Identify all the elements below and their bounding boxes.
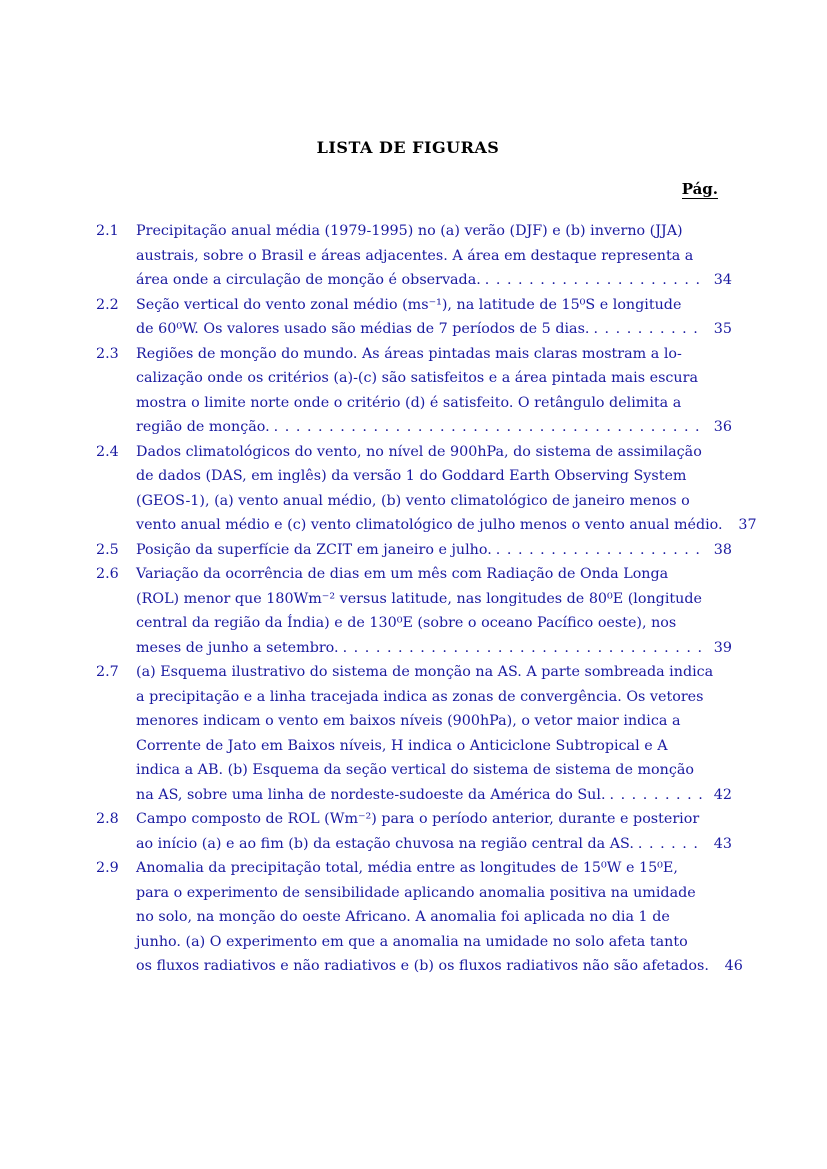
caption-line: de dados (DAS, em inglês) da versão 1 do Goddard Earth Observing System — [136, 468, 687, 484]
figure-entry[interactable] — [96, 440, 757, 538]
figure-caption — [136, 342, 732, 440]
caption-line: Dados climatológicos do vento, no nível de 900hPa, do sistema de assimilação — [136, 443, 702, 460]
page-number[interactable]: 42 — [713, 786, 732, 803]
figure-entry[interactable] — [96, 293, 732, 342]
caption-line: a precipitação e a linha tracejada indica as zonas de convergência. Os vetores — [136, 688, 704, 705]
page-number[interactable]: 46 — [724, 958, 743, 974]
caption-last-line: meses de junho a setembro. — [136, 639, 339, 656]
page-title: LISTA DE FIGURAS — [316, 138, 500, 157]
caption-line: Variação da ocorrência de dias em um mês com Radiação de Onda Longa — [136, 566, 669, 582]
caption-last-line: região de monção. — [136, 419, 270, 435]
figure-caption — [136, 440, 757, 538]
page-number[interactable]: 34 — [713, 272, 732, 288]
figure-number: 2.2 — [96, 296, 119, 313]
figure-caption — [136, 856, 743, 979]
figure-entry[interactable] — [96, 219, 732, 293]
caption-line: no solo, na monção do oeste Africano. A anomalia foi aplicada no dia 1 de — [136, 909, 670, 925]
caption-line: Regiões de monção do mundo. As áreas pintadas mais claras mostram a lo- — [136, 345, 682, 362]
caption-last-line: ao início (a) e ao fim (b) da estação chuvosa na região central da AS. — [136, 835, 634, 852]
figure-list — [96, 219, 757, 979]
dot-leader — [274, 415, 702, 440]
figure-number: 2.4 — [96, 443, 119, 460]
page-number[interactable]: 43 — [713, 835, 732, 852]
figure-entry[interactable] — [96, 538, 732, 563]
caption-last-line: vento anual médio e (c) vento climatológico de julho menos o vento anual médio. — [136, 517, 723, 533]
caption-last-line: os fluxos radiativos e não radiativos e (b) os fluxos radiativos não são afetados. — [136, 958, 709, 974]
caption-line: Corrente de Jato em Baixos níveis, H indica o Anticiclone Subtropical e A — [136, 737, 668, 754]
figure-entry[interactable] — [96, 807, 732, 856]
caption-last-line: de 60⁰W. Os valores usado são médias de 7 períodos de 5 dias. — [136, 321, 590, 337]
dot-leader — [496, 538, 702, 563]
figure-number: 2.9 — [96, 860, 119, 876]
caption-line: para o experimento de sensibilidade aplicando anomalia positiva na umidade — [136, 884, 696, 901]
page-number[interactable]: 38 — [713, 541, 732, 558]
caption-line: indica a AB. (b) Esquema da seção vertical do sistema de sistema de monção — [136, 762, 694, 778]
caption-line: Seção vertical do vento zonal médio (ms⁻¹), na latitude de 15⁰S e longitude — [136, 296, 682, 313]
caption-line: (GEOS-1), (a) vento anual médio, (b) vento climatológico de janeiro menos o — [136, 492, 690, 509]
figure-number: 2.5 — [96, 541, 119, 558]
figure-caption — [136, 660, 732, 807]
dot-leader — [343, 636, 702, 661]
caption-line: Campo composto de ROL (Wm⁻²) para o período anterior, durante e posterior — [136, 811, 700, 827]
caption-line: mostra o limite norte onde o critério (d) é satisfeito. O retângulo delimita a — [136, 394, 682, 411]
dot-leader — [638, 832, 702, 857]
figure-number: 2.7 — [96, 664, 119, 680]
dot-leader — [593, 317, 702, 342]
caption-line: menores indicam o vento em baixos níveis (900hPa), o vetor maior indica a — [136, 713, 681, 729]
figure-number: 2.6 — [96, 566, 119, 582]
caption-line: (ROL) menor que 180Wm⁻² versus latitude, nas longitudes de 80⁰E (longitude — [136, 590, 702, 607]
caption-line: calização onde os critérios (a)-(c) são satisfeitos e a área pintada mais escura — [136, 370, 698, 386]
page-number[interactable]: 39 — [713, 639, 732, 656]
caption-line: central da região da Índia) e de 130⁰E (sobre o oceano Pacífico oeste), nos — [136, 615, 677, 631]
dot-leader — [485, 268, 702, 293]
page-column-header: Pág. — [681, 180, 718, 198]
page-number[interactable]: 35 — [713, 321, 732, 337]
figure-entry[interactable] — [96, 342, 732, 440]
dot-leader — [610, 783, 703, 808]
caption-line: (a) Esquema ilustrativo do sistema de monção na AS. A parte sombreada indica — [136, 664, 714, 680]
figure-caption — [136, 219, 732, 293]
page-number[interactable]: 37 — [738, 517, 757, 533]
figure-entry[interactable] — [96, 660, 732, 807]
figure-entry[interactable] — [96, 562, 732, 660]
caption-last-line: área onde a circulação de monção é observada. — [136, 272, 481, 288]
page-number[interactable]: 36 — [713, 419, 732, 435]
figure-number: 2.8 — [96, 811, 119, 827]
figure-number: 2.3 — [96, 345, 119, 362]
caption-last-line: na AS, sobre uma linha de nordeste-sudoeste da América do Sul. — [136, 786, 606, 803]
figure-caption — [136, 562, 732, 660]
caption-line: Anomalia da precipitação total, média entre as longitudes de 15⁰W e 15⁰E, — [136, 860, 678, 876]
figure-caption — [136, 538, 732, 563]
figure-caption — [136, 293, 732, 342]
figure-caption — [136, 807, 732, 856]
figure-number: 2.1 — [96, 223, 119, 239]
caption-line: austrais, sobre o Brasil e áreas adjacentes. A área em destaque representa a — [136, 247, 694, 264]
caption-line: Precipitação anual média (1979-1995) no (a) verão (DJF) e (b) inverno (JJA) — [136, 223, 683, 239]
caption-last-line: Posição da superfície da ZCIT em janeiro e julho. — [136, 541, 492, 558]
caption-line: junho. (a) O experimento em que a anomalia na umidade no solo afeta tanto — [136, 933, 688, 950]
figure-entry[interactable] — [96, 856, 743, 979]
